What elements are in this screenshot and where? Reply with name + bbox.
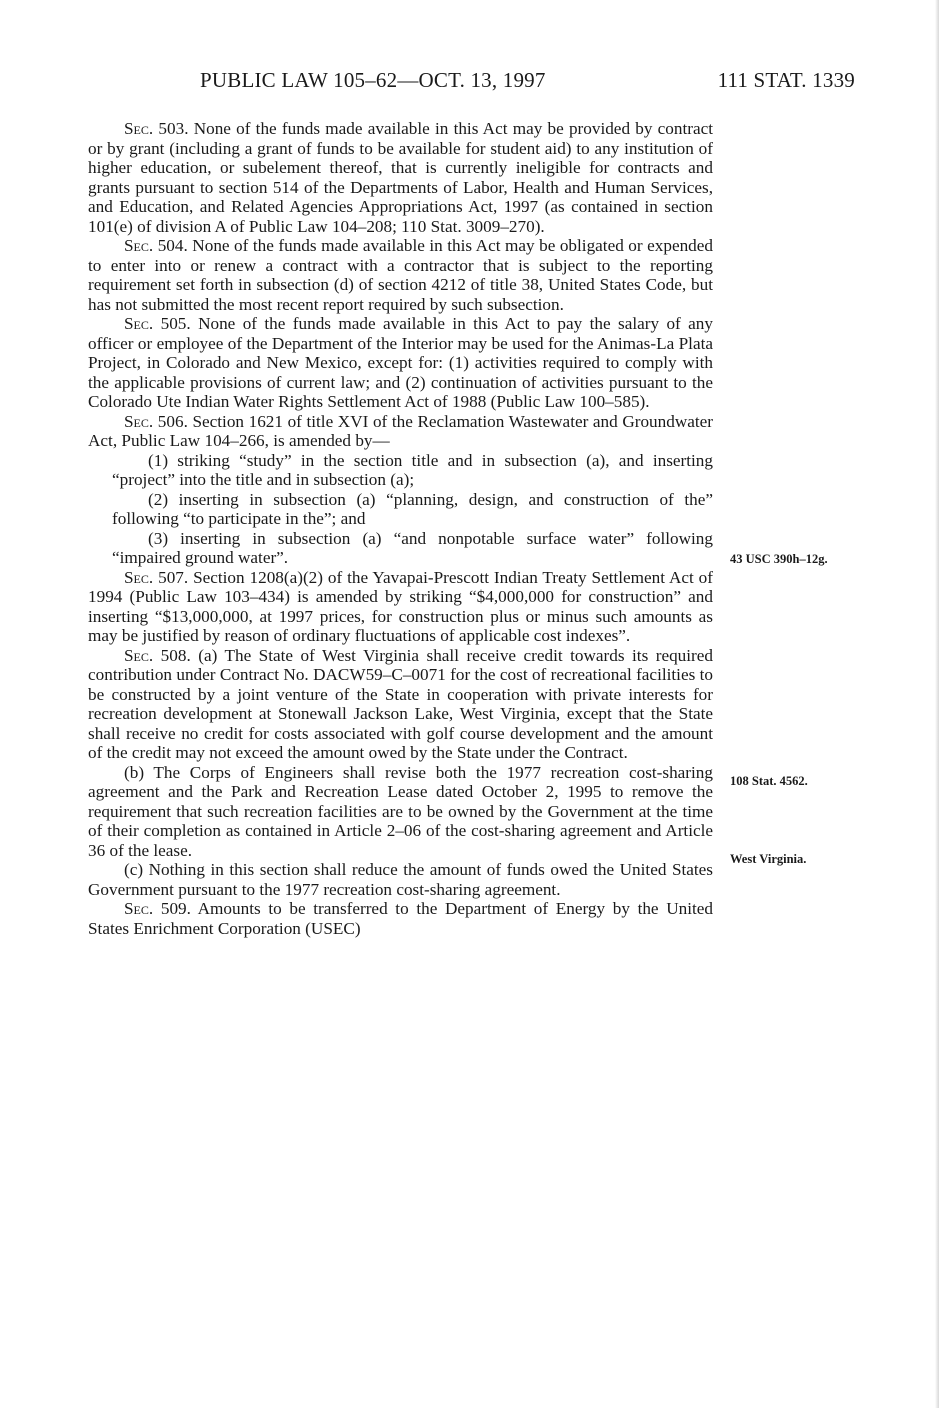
sec-label: Sec.	[124, 645, 154, 665]
margin-note-west-virginia: West Virginia.	[730, 852, 807, 866]
paragraph-text: 507. Section 1208(a)(2) of the Yavapai-Prescott Indian Treaty Settlement Act of 1994 (Public Law 103–434) is amended by striking “$4,000,000 for construction” and inserting “$13,000,000, at 1997 prices, for construction plus or minus such amounts as may be justified by reason of ordinary fluctuations of applicable cost indexes”.	[88, 567, 713, 645]
paragraph-text: 509. Amounts to be transferred to the Department of Energy by the United States Enrichment Corporation (USEC)	[88, 899, 713, 938]
paragraph-text: 505. None of the funds made available in this Act to pay the salary of any officer or employee of the Department of the Interior may be used for the Animas-La Plata Project, in Colorado and New Mexico, except for: (1) activities required to comply with the applicable provisions of current law; and (2) continuation of activities pursuant to the Colorado Ute Indian Water Rights Settlement Act of 1988 (Public Law 100–585).	[88, 314, 713, 411]
sec-label: Sec.	[124, 567, 154, 587]
section-503	[88, 119, 713, 236]
section-509	[88, 899, 713, 938]
section-508-c	[88, 860, 713, 899]
section-506-item-1	[88, 451, 713, 490]
section-508-b	[88, 763, 713, 861]
paragraph-text: 503. None of the funds made available in this Act may be provided by contract or by grant (including a grant of funds to be available for student aid) to any institution of higher education, or subelement thereof, that is currently ineligible for contracts and grants pursuant to section 514 of the Departments of Labor, Health and Human Services, and Education, and Related Agencies Appropriations Act, 1997 (as contained in section 101(e) of division A of Public Law 104–208; 110 Stat. 3009–270).	[88, 119, 713, 236]
paragraph-text: (2) inserting in subsection (a) “planning, design, and construction of the” following “to participate in the”; and	[112, 489, 713, 528]
paragraph-text: 508. (a) The State of West Virginia shall receive credit towards its required contribution under Contract No. DACW59–C–0071 for the cost of recreational facilities to be constructed by a joint venture of the State in cooperation with private interests for recreation development at Stonewall Jackson Lake, West Virginia, except that the State shall receive no credit for costs associated with golf course development and the amount of the credit may not exceed the amount owed by the State under the Contract.	[88, 645, 713, 762]
paragraph-text: 504. None of the funds made available in this Act may be obligated or expended to enter into or renew a contract with a contractor that is subject to the reporting requirement set forth in subsection (d) of section 4212 of title 38, United States Code, but has not submitted the most recent report required by such subsection.	[88, 236, 713, 314]
header-stat-page: 111 STAT. 1339	[717, 68, 855, 92]
section-506-item-3	[88, 529, 713, 568]
section-504	[88, 236, 713, 314]
section-506	[88, 412, 713, 451]
page-edge-shadow	[935, 0, 939, 1408]
section-508-a	[88, 646, 713, 763]
sec-label: Sec.	[124, 314, 154, 333]
sec-label: Sec.	[124, 119, 154, 138]
paragraph-text: (3) inserting in subsection (a) “and nonpotable surface water” following “impaired ground water”.	[112, 528, 713, 567]
sec-label: Sec.	[124, 899, 154, 918]
margin-note-usc: 43 USC 390h–12g.	[730, 552, 828, 566]
page-header	[200, 68, 855, 98]
paragraph-text: (b) The Corps of Engineers shall revise both the 1977 recreation cost-sharing agreement and the Park and Recreation Lease dated October 2, 1995 to remove the requirement that such recreation facilities are to be owned by the Government at the time of their completion as contained in Article 2–06 of the cost-sharing agreement and Article 36 of the lease.	[88, 762, 713, 860]
section-506-item-2	[88, 490, 713, 529]
header-title: PUBLIC LAW 105–62—OCT. 13, 1997	[200, 68, 546, 92]
margin-note-stat: 108 Stat. 4562.	[730, 774, 808, 788]
paragraph-text: (1) striking “study” in the section title and in subsection (a), and inserting “project” into the title and in subsection (a);	[112, 450, 713, 489]
section-505	[88, 314, 713, 412]
sec-label: Sec.	[124, 236, 154, 255]
paragraph-text: 506. Section 1621 of title XVI of the Reclamation Wastewater and Groundwater Act, Public Law 104–266, is amended by—	[88, 411, 713, 450]
sec-label: Sec.	[124, 411, 154, 431]
law-body-text	[88, 119, 713, 938]
paragraph-text: (c) Nothing in this section shall reduce the amount of funds owed the United States Government pursuant to the 1977 recreation cost-sharing agreement.	[88, 860, 713, 899]
section-507	[88, 568, 713, 646]
